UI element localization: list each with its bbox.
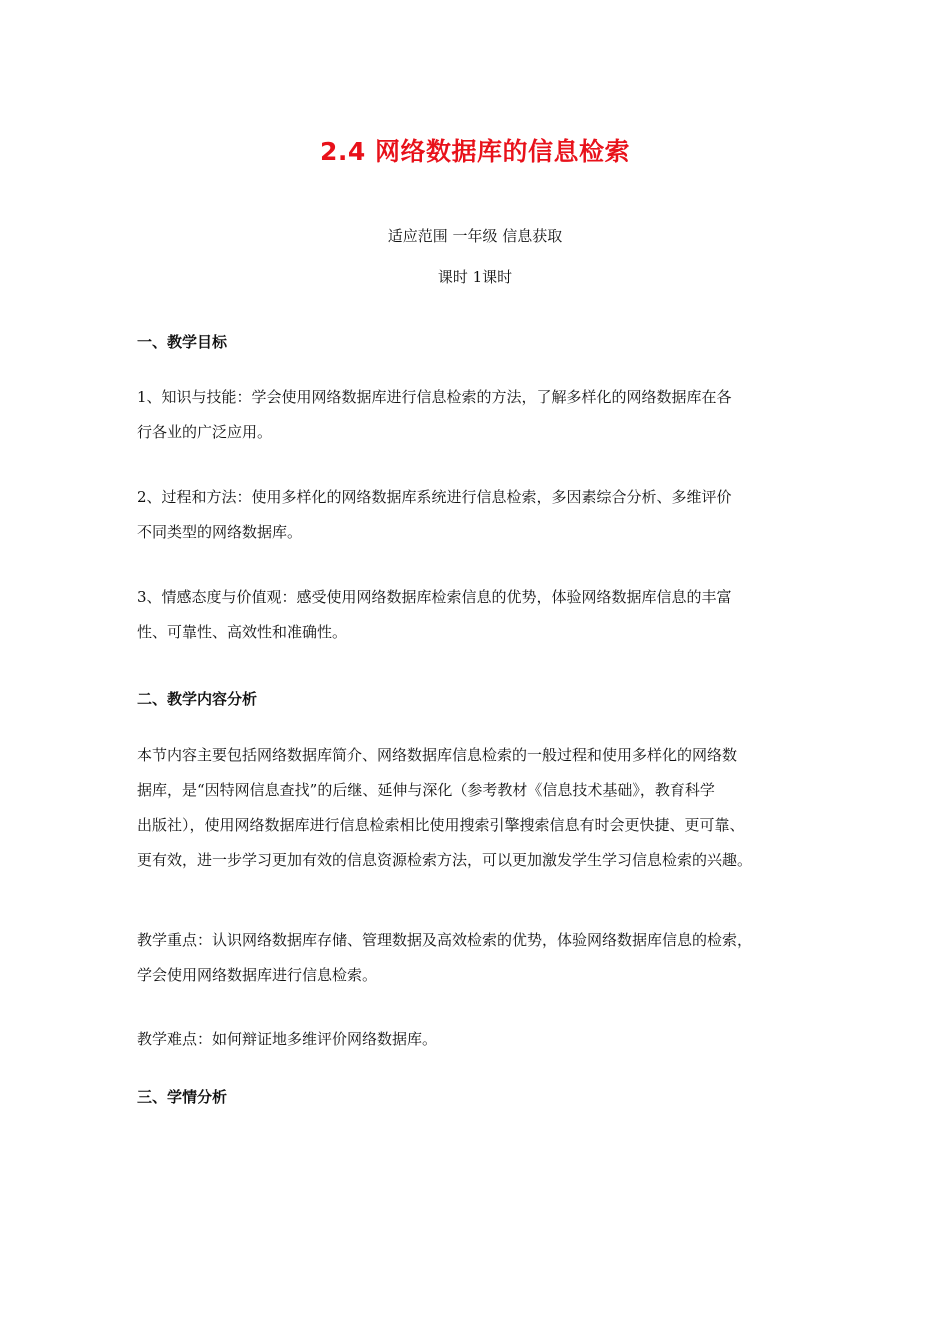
objective-3 (137, 580, 817, 650)
content-analysis-paragraph (137, 738, 817, 878)
content-line-3: 出版社），使用网络数据库进行信息检索相比使用搜索引擎搜索信息有时会更快捷、更可靠、 (137, 816, 745, 834)
content-line-1: 本节内容主要包括网络数据库简介、网络数据库信息检索的一般过程和使用多样化的网络数 (137, 746, 738, 764)
objective-1-line-1: 1、知识与技能：学会使用网络数据库进行信息检索的方法，了解多样化的网络数据库在各 (137, 388, 732, 406)
key-points-line-2: 学会使用网络数据库进行信息检索。 (137, 966, 378, 984)
objective-2 (137, 480, 817, 550)
content-line-2: 据库，是“因特网信息查找”的后继、延伸与深化（参考教材《信息技术基础》，教育科学 (137, 781, 715, 799)
objective-3-line-1: 3、情感态度与价值观：感受使用网络数据库检索信息的优势，体验网络数据库信息的丰富 (137, 588, 732, 606)
key-points-line-1: 教学重点：认识网络数据库存储、管理数据及高效检索的优势，体验网络数据库信息的检索， (137, 931, 753, 949)
section-heading-students: 三、学情分析 (137, 1088, 228, 1106)
key-points-paragraph (137, 923, 817, 993)
objective-3-line-2: 性、可靠性、高效性和准确性。 (137, 623, 348, 641)
section-heading-objectives: 一、教学目标 (137, 333, 228, 351)
document-title: 2.4 网络数据库的信息检索 (320, 137, 630, 166)
hours-line: 课时 1课时 (437, 268, 513, 286)
objective-1-line-2: 行各业的广泛应用。 (137, 423, 273, 441)
content-line-4: 更有效，进一步学习更加有效的信息资源检索方法，可以更加激发学生学习信息检索的兴趣。 (137, 851, 753, 869)
objective-1 (137, 380, 817, 450)
section-heading-content: 二、教学内容分析 (137, 690, 258, 708)
objective-2-line-2: 不同类型的网络数据库。 (137, 523, 303, 541)
difficulty-line: 教学难点：如何辩证地多维评价网络数据库。 (137, 1030, 438, 1048)
objective-2-line-1: 2、过程和方法：使用多样化的网络数据库系统进行信息检索，多因素综合分析、多维评价 (137, 488, 732, 506)
difficulty-paragraph (137, 1022, 817, 1057)
scope-line: 适应范围 一年级 信息获取 (387, 227, 563, 245)
